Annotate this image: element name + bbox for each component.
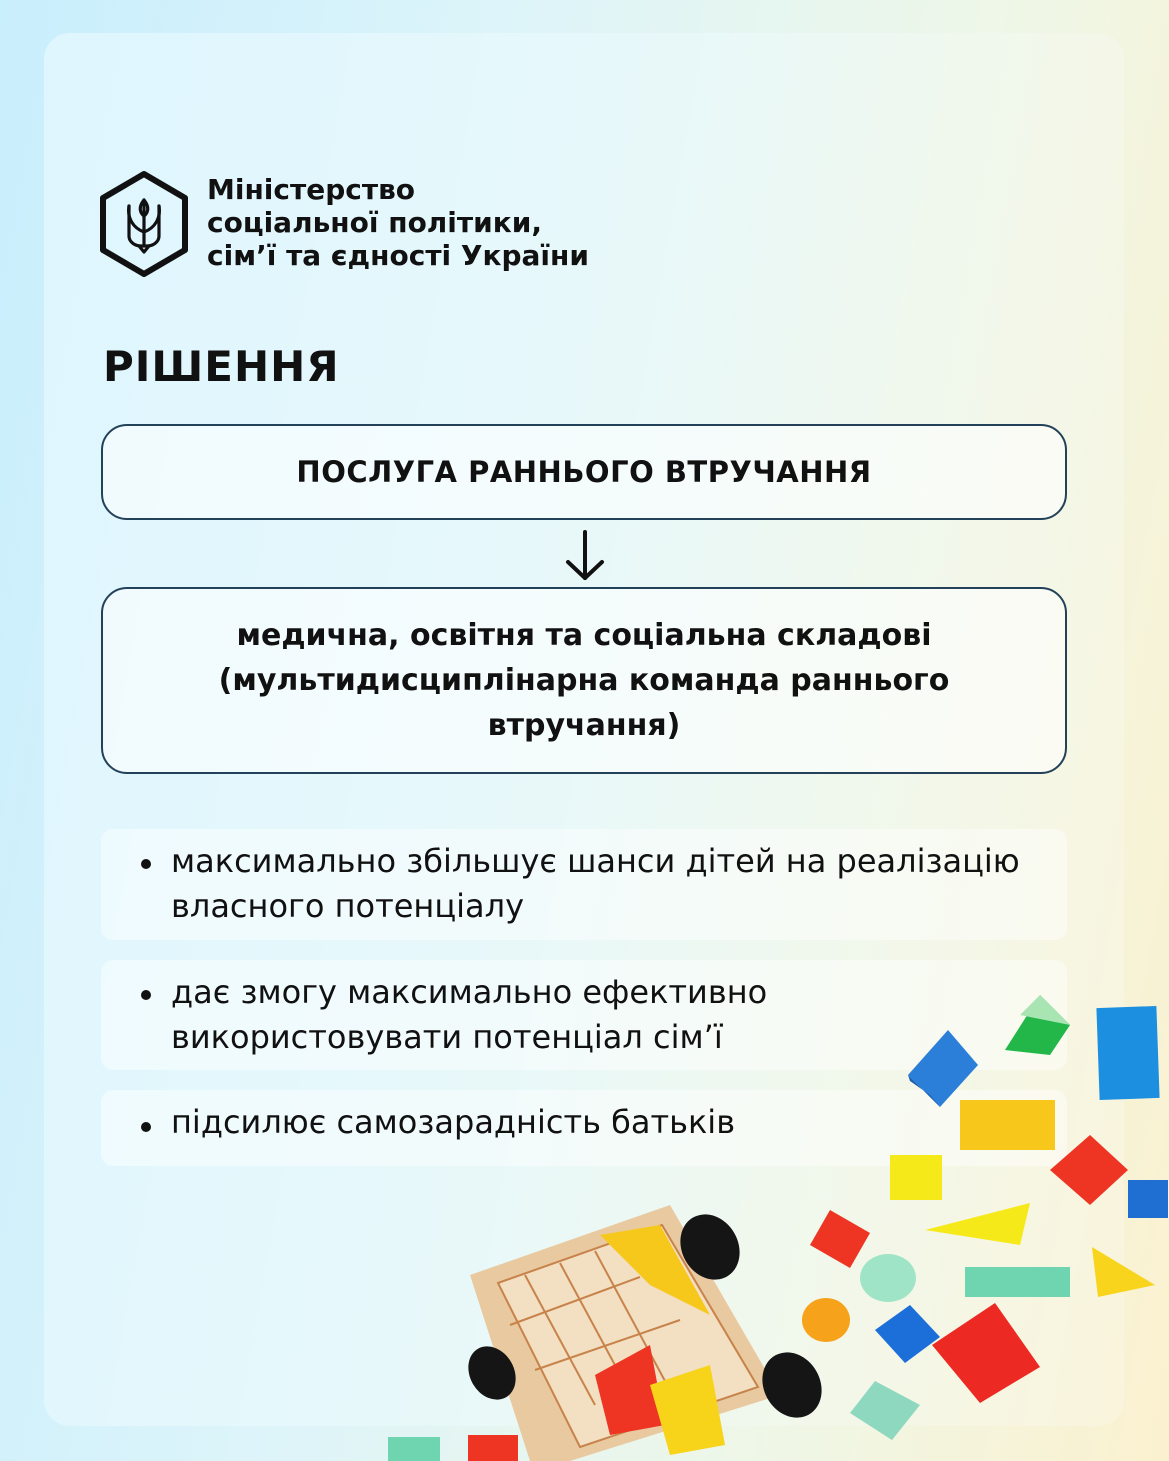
trident-hexagon-icon [99,170,189,278]
ministry-name-line-1: Міністерство [207,173,416,206]
list-item-text: максимально збільшує шанси дітей на реалізацію власного потенціалу [171,842,1020,925]
arrow-down-icon [563,528,607,584]
components-box-text: медична, освітня та соціальна складові (мультидисциплінарна команда раннього втручання) [218,618,950,743]
bullet-dot [141,1122,151,1132]
section-title: РІШЕННЯ [103,342,340,391]
ministry-name-line-2: соціальної політики, [207,206,543,239]
list-item [101,829,1067,940]
toy-blocks-illustration [380,985,1169,1461]
service-box [101,424,1067,520]
wooden-truck-image [459,1204,833,1461]
components-box [101,587,1067,774]
bullet-dot [141,990,151,1000]
ministry-name [207,173,589,272]
ministry-name-line-3: сім’ї та єдності України [207,239,589,272]
service-box-text: ПОСЛУГА РАННЬОГО ВТРУЧАННЯ [296,455,872,489]
list-item-text: підсилює самозарадність батьків [171,1103,736,1141]
bullet-dot [141,859,151,869]
list-item-text: дає змогу максимально ефективно використовувати потенціал сім’ї [171,973,768,1056]
